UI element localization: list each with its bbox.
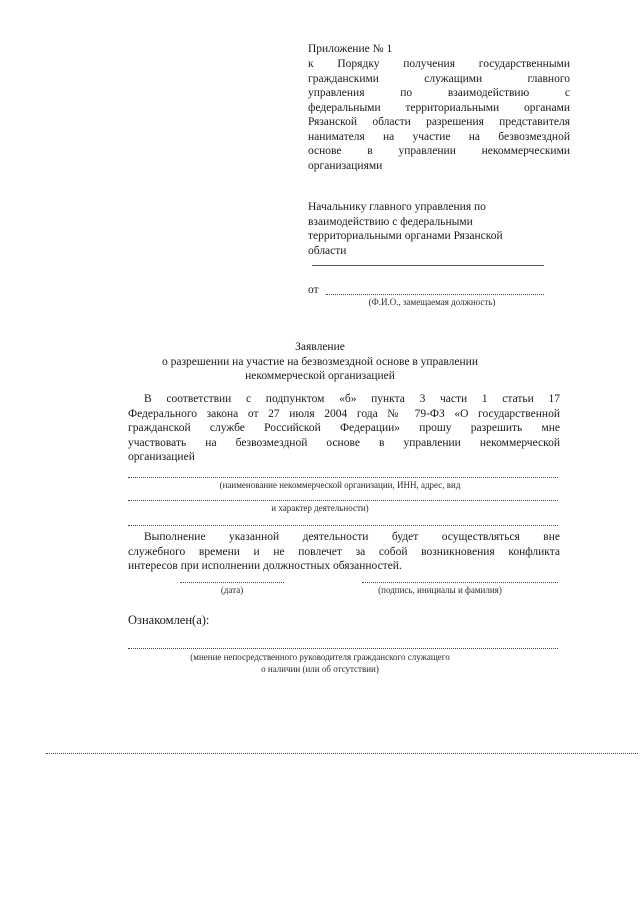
appendix-line-2: гражданскими служащими главного <box>308 72 570 85</box>
appendix-title: Приложение № 1 <box>308 43 393 55</box>
date-caption: (дата) <box>220 585 244 595</box>
organization-caption-2: и характер деятельности) <box>271 503 369 513</box>
appendix-reference <box>308 57 570 173</box>
addressee-name-line <box>312 265 544 266</box>
appendix-line-4: федеральными территориальными органами <box>308 101 570 114</box>
statement-heading: Заявление <box>295 341 345 353</box>
body-line-3: гражданской службе Российской Федерации» прошу разрешить мне <box>128 422 560 434</box>
statement-subject-2: некоммерческой организацией <box>245 370 395 382</box>
date-line <box>180 582 284 583</box>
appendix-line-8: организациями <box>308 159 383 172</box>
addressee <box>308 200 570 258</box>
body-line-2: Федерального закона от 27 июля 2004 года № 79-ФЗ «О государственной <box>128 407 560 420</box>
body-line-4: участвовать на безвозмездной основе в управлении некоммерческой <box>128 436 560 449</box>
signature-caption: (подпись, инициалы и фамилия) <box>378 585 502 595</box>
organization-caption-1: (наименование некоммерческой организации, ИНН, адрес, вид <box>219 480 461 490</box>
from-label: от <box>308 284 319 296</box>
body-line-1: В соответствии с подпунктом «б» пункта 3 части 1 статьи 17 <box>144 393 560 405</box>
signature-line <box>362 582 558 583</box>
manager-opinion-caption-1: (мнение непосредственного руководителя гражданского служащего <box>190 652 450 662</box>
from-caption: (Ф.И.О., замещаемая должность) <box>368 297 496 307</box>
addressee-line-1: Начальнику главного управления по <box>308 201 486 213</box>
appendix-line-6: нанимателя на участие на безвозмездной <box>308 130 570 143</box>
from-fill-line <box>326 294 544 295</box>
statement-body <box>128 392 560 465</box>
statement-title <box>100 340 540 384</box>
addressee-line-2: взаимодействию с федеральными <box>308 215 473 228</box>
activity-line-2: служебного времени и не повлечет за собой возникновения конфликта <box>128 545 560 558</box>
statement-subject-1: о разрешении на участие на безвозмездной основе в управлении <box>162 355 478 368</box>
organization-fill-line-2 <box>128 500 558 501</box>
activity-paragraph <box>128 530 560 574</box>
activity-line-3: интересов при исполнении должностных обязанностей. <box>128 560 402 572</box>
appendix-line-1: к Порядку получения государственными <box>308 58 570 70</box>
acknowledged-label: Ознакомлен(а): <box>128 613 210 627</box>
body-line-5: организацией <box>128 451 195 463</box>
appendix-line-5: Рязанской области разрешения представителя <box>308 116 570 128</box>
manager-opinion-line <box>128 648 558 649</box>
addressee-line-4: области <box>308 244 347 257</box>
appendix-line-3: управления по взаимодействию с <box>308 87 570 99</box>
activity-line-1: Выполнение указанной деятельности будет осуществляться вне <box>144 531 560 543</box>
organization-fill-line-1 <box>128 477 558 478</box>
bottom-separator-line <box>46 753 638 754</box>
manager-opinion-caption-2: о наличии (или об отсутствии) <box>261 664 379 674</box>
addressee-line-3: территориальными органами Рязанской <box>308 230 503 242</box>
organization-fill-line-3 <box>128 525 558 526</box>
appendix-line-7: основе в управлении некоммерческими <box>308 145 570 157</box>
